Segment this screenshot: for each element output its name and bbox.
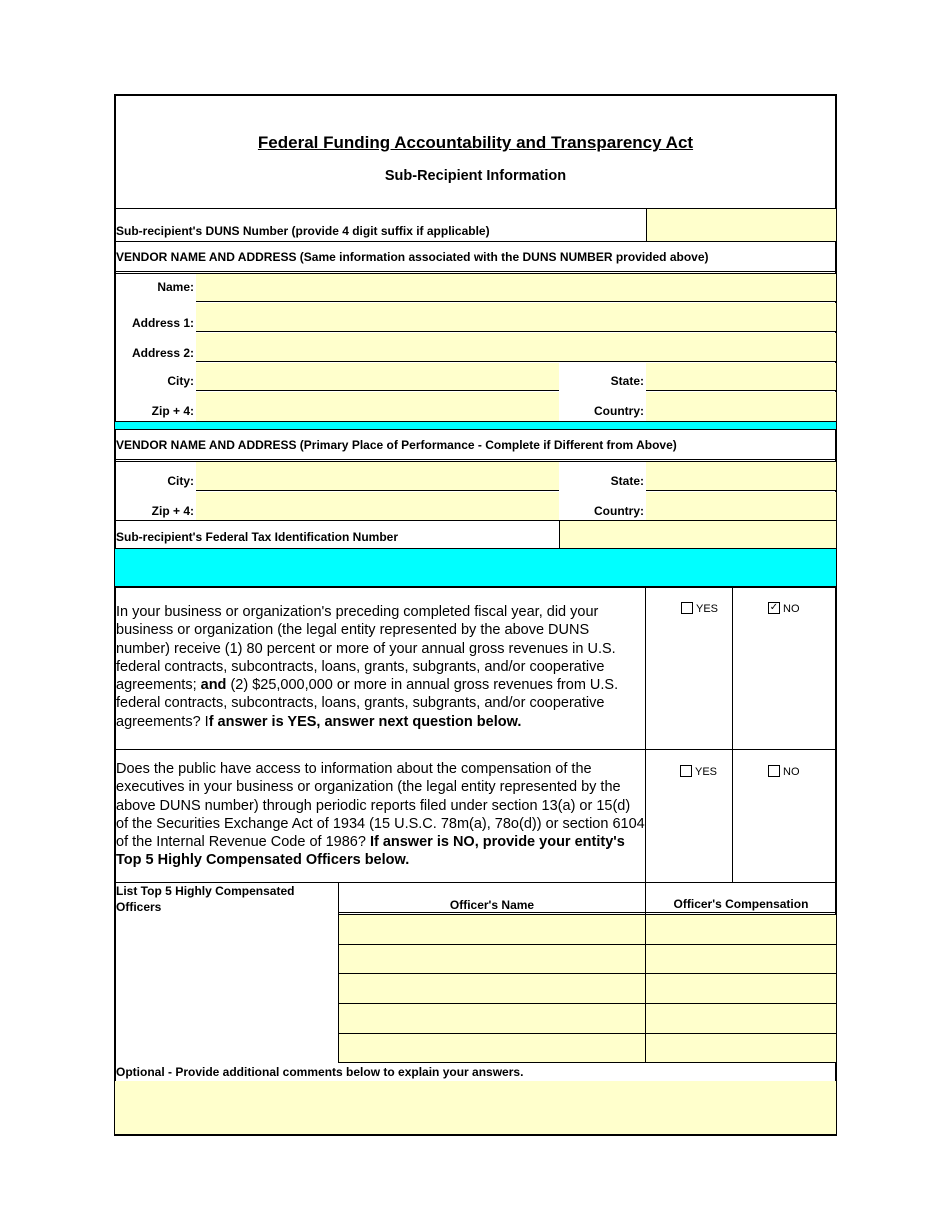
q2-yes-checkbox[interactable] (680, 765, 692, 777)
officer-comp-input[interactable] (646, 915, 836, 944)
officer-name-input[interactable] (339, 945, 645, 973)
officer-name-input[interactable] (339, 974, 645, 1003)
q2-no-checkbox[interactable] (768, 765, 780, 777)
divider (339, 1062, 836, 1063)
address1-label: Address 1: (131, 316, 194, 330)
officer-name-input[interactable] (339, 1034, 645, 1062)
officer-comp-input[interactable] (646, 1004, 836, 1033)
officer-comp-input[interactable] (646, 1034, 836, 1062)
comments-input[interactable] (115, 1081, 836, 1134)
state-label: State: (610, 374, 644, 388)
perf-zip-input[interactable] (196, 492, 559, 520)
country-label: Country: (594, 404, 644, 418)
divider (115, 586, 836, 588)
city-input[interactable] (196, 363, 559, 391)
section-band (115, 549, 836, 586)
officer-comp-input[interactable] (646, 974, 836, 1003)
tax-id-input[interactable] (559, 521, 836, 548)
q1-yes-label: YES (696, 603, 719, 615)
address1-input[interactable] (196, 303, 836, 332)
divider (115, 421, 836, 422)
perf-country-label: Country: (594, 504, 644, 518)
perf-city-label: City: (167, 474, 194, 488)
zip-input[interactable] (196, 392, 559, 421)
perf-zip-label: Zip + 4: (151, 504, 194, 518)
name-label: Name: (157, 280, 194, 294)
duns-label: Sub-recipient's DUNS Number (provide 4 digit suffix if applicable) (116, 224, 490, 238)
question-2-text: Does the public have access to information about the compensation of the executives in your business or organization (the legal entity represented by the above DUNS number) through periodic reports filed under section 13(a) or 15(d) of the Securities Exchange Act of 1934 (15 U.S.C. 78m(a), 78o(d)) or section 6104 of the Internal Revenue Code of 1986? If answer is NO, provide your entity's Top 5 Highly Compensated Officers below. (116, 761, 645, 869)
perf-state-input[interactable] (646, 462, 836, 491)
officer-name-header: Officer's Name (449, 898, 535, 912)
tax-id-label: Sub-recipient's Federal Tax Identification Number (116, 530, 399, 544)
city-label: City: (167, 374, 194, 388)
q1-no-checkbox[interactable]: ✓ (769, 602, 779, 613)
q1-no-label: NO (783, 603, 800, 615)
question-1-text: In your business or organization's preceding completed fiscal year, did your business or organization (the legal entity represented by the above DUNS number) receive (1) 80 percent or more of your annual gross revenues in U.S. federal contracts, subcontracts, loans, grants, subgrants, and/or cooperative agreements; and (2) $25,000,000 or more in annual gross revenues from U.S. federal contracts, subcontracts, loans, grants, subgrants, and/or cooperative agreements? If answer is YES, answer next question below. (116, 604, 619, 730)
officer-comp-input[interactable] (646, 945, 836, 973)
perf-country-input[interactable] (646, 492, 836, 520)
performance-heading: VENDOR NAME AND ADDRESS (Primary Place of Performance - Complete if Different from Above) (116, 438, 677, 452)
perf-state-label: State: (610, 474, 644, 488)
form-title: Federal Funding Accountability and Transparency Act (257, 133, 694, 152)
perf-city-input[interactable] (196, 462, 559, 491)
country-input[interactable] (646, 392, 836, 421)
state-input[interactable] (646, 363, 836, 391)
vendor-heading: VENDOR NAME AND ADDRESS (Same information associated with the DUNS NUMBER provided above) (116, 250, 709, 264)
officers-list-label: List Top 5 Highly Compensated Officers (116, 884, 295, 914)
name-input[interactable] (196, 274, 836, 302)
zip-label: Zip + 4: (151, 404, 194, 418)
divider (115, 749, 836, 750)
comments-label: Optional - Provide additional comments below to explain your answers. (116, 1065, 524, 1079)
q2-yes-label: YES (695, 766, 718, 778)
officer-name-input[interactable] (339, 1004, 645, 1033)
duns-input[interactable] (646, 209, 836, 241)
divider (115, 429, 836, 430)
form-subtitle: Sub-Recipient Information (384, 168, 567, 184)
officer-comp-header: Officer's Compensation (673, 897, 809, 911)
divider (732, 588, 733, 882)
address2-input[interactable] (196, 333, 836, 362)
address2-label: Address 2: (131, 346, 194, 360)
q2-no-label: NO (783, 766, 800, 778)
officer-name-input[interactable] (339, 915, 645, 944)
divider (115, 241, 836, 242)
q1-yes-checkbox[interactable] (681, 602, 693, 614)
section-separator (115, 421, 836, 429)
